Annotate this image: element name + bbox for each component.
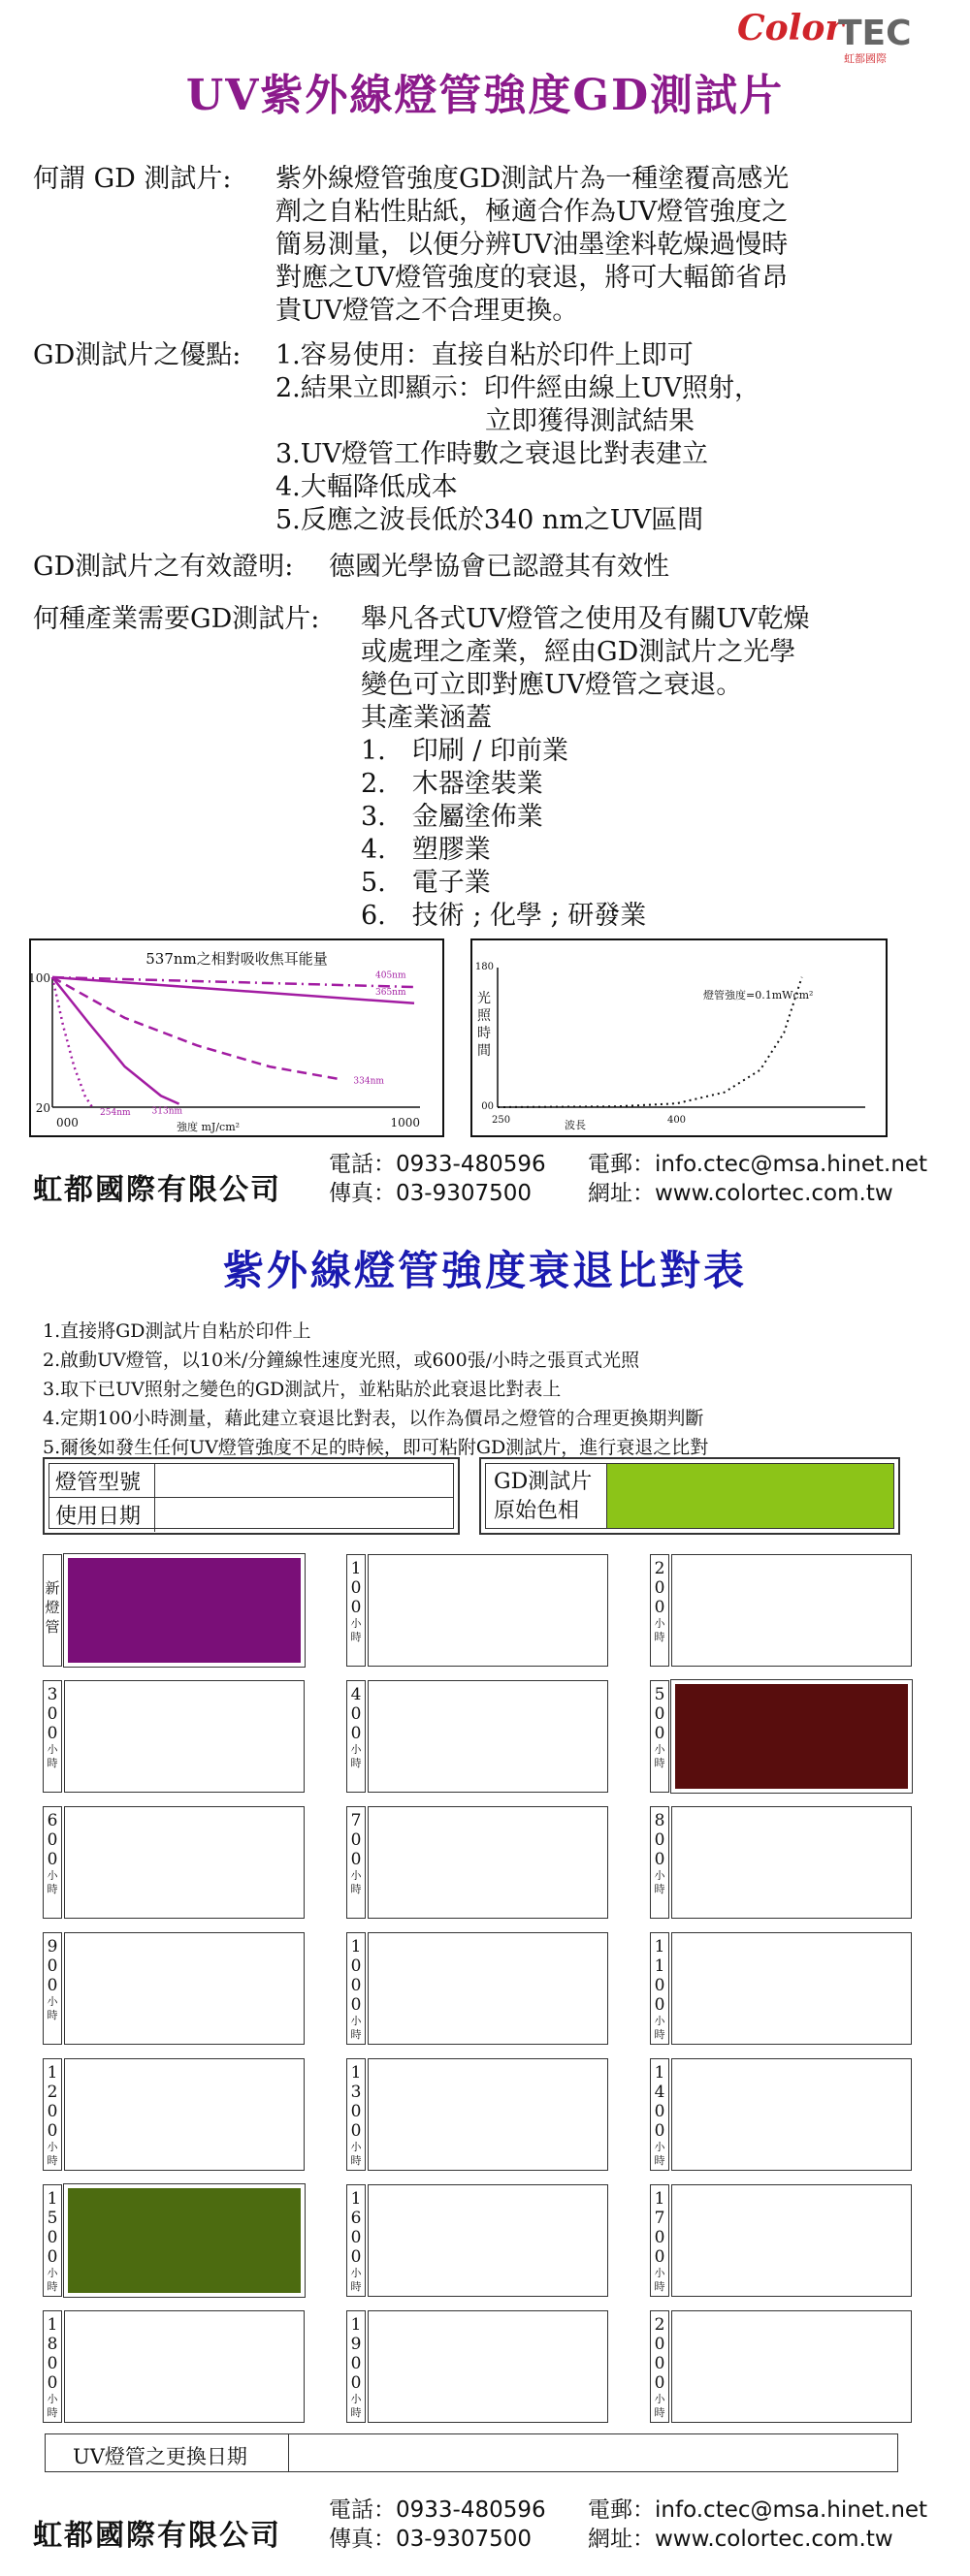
decay-cell-label <box>43 2058 62 2171</box>
decay-cell <box>43 1554 305 1667</box>
gd-original-swatch <box>606 1464 893 1528</box>
website-link[interactable]: 網址：www.colortec.com.tw <box>588 1181 893 1206</box>
decay-cell-hours: 1 0 0 0 <box>350 1937 362 2015</box>
exposure-time-chart <box>470 938 888 1137</box>
decay-cell-hours: 1 9 0 0 <box>350 2315 362 2393</box>
decay-cell-unit: 小 時 <box>47 1995 58 2021</box>
decay-cell-label <box>43 1932 62 2045</box>
decay-cell-unit: 小 時 <box>350 2393 362 2419</box>
decay-cell-swatch[interactable] <box>671 2058 912 2171</box>
series-label: 313nm <box>151 1106 183 1117</box>
decay-cell <box>650 1554 912 1667</box>
decay-cell-unit: 小 時 <box>654 2393 665 2419</box>
decay-cell-swatch[interactable] <box>64 1932 305 2045</box>
absorption-chart-svg <box>28 940 442 1135</box>
decay-cell <box>43 2058 305 2171</box>
industry-item: 2. 木器塗裝業 <box>361 769 543 799</box>
decay-cell <box>650 2058 912 2171</box>
logo-color-text: Color <box>737 8 844 48</box>
decay-cell-swatch[interactable] <box>671 1806 912 1919</box>
decay-cell <box>346 2184 608 2297</box>
decay-cell-label <box>346 2310 366 2423</box>
decay-cell-swatch[interactable] <box>368 1806 608 1919</box>
decay-cell <box>650 1806 912 1919</box>
instruction-item: 1.直接將GD測試片自粘於印件上 <box>43 1320 311 1342</box>
decay-cell-unit: 小 時 <box>350 2141 362 2167</box>
company-name: 虹都國際有限公司 <box>33 2519 281 2553</box>
decay-cell-hours: 新 燈 管 <box>45 1579 60 1636</box>
intensity-annotation: 燈管強度=0.1mWcm² <box>703 989 814 1002</box>
decay-cell-hours: 1 4 0 0 <box>654 2063 665 2141</box>
y-axis-label-char: 間 <box>477 1043 491 1059</box>
industry-list <box>361 603 810 933</box>
x-axis-label: 強度 mJ/cm² <box>177 1121 241 1133</box>
decay-cell <box>43 2184 305 2297</box>
decay-cell <box>346 1932 608 2045</box>
series-label: 334nm <box>353 1076 384 1087</box>
decay-cell-hours: 4 0 0 <box>350 1685 362 1743</box>
absorption-chart <box>29 938 444 1137</box>
decay-cell-unit: 小 時 <box>350 1617 362 1643</box>
chart-title: 537nm之相對吸收焦耳能量 <box>146 950 328 968</box>
industry-label: 何種產業需要GD測試片: <box>33 604 320 634</box>
page-title: UV紫外線燈管強度GD測試片 <box>185 71 785 120</box>
what-is-gd-line: 簡易測量，以便分辨UV油墨塗料乾燥過慢時 <box>275 230 789 260</box>
y-axis-label-char: 時 <box>477 1026 491 1041</box>
decay-cell-hours: 1 6 0 0 <box>350 2189 362 2267</box>
email-link[interactable]: 電郵：info.ctec@msa.hinet.net <box>588 1152 928 1177</box>
gd-original-label-line1: GD測試片 <box>494 1470 593 1494</box>
decay-cell-swatch[interactable] <box>671 2310 912 2423</box>
instructions-list <box>43 1317 708 1462</box>
decay-cell <box>346 1554 608 1667</box>
replace-date-field[interactable] <box>288 2434 897 2471</box>
lamp-info-inner <box>48 1463 454 1529</box>
what-is-gd-line: 紫外線燈管強度GD測試片為一種塗覆高感光 <box>275 164 790 194</box>
decay-cell-hours: 2 0 0 <box>654 1559 665 1617</box>
decay-cell-label <box>650 1932 669 2045</box>
comparison-table-title: 紫外線燈管強度衰退比對表 <box>222 1247 747 1294</box>
y-axis-label-char: 照 <box>477 1008 491 1024</box>
decay-cell-hours: 3 0 0 <box>47 1685 58 1743</box>
lamp-info-box <box>43 1457 460 1535</box>
decay-cell-label <box>346 2058 366 2171</box>
decay-cell-unit: 小 時 <box>47 1743 58 1769</box>
advantage-item: 4.大輻降低成本 <box>275 472 458 502</box>
decay-cell-hours: 6 0 0 <box>47 1811 58 1869</box>
decay-cell-label <box>346 1554 366 1667</box>
decay-cell-label <box>346 2184 366 2297</box>
advantages-list <box>275 339 760 537</box>
logo-subtitle: 虹都國際 <box>844 52 887 65</box>
decay-cell <box>43 1932 305 2045</box>
decay-cell-label <box>650 2310 669 2423</box>
industry-item: 其產業涵蓋 <box>361 703 492 733</box>
decay-cell-swatch[interactable] <box>671 1932 912 2045</box>
decay-cell-hours: 1 7 0 0 <box>654 2189 665 2267</box>
decay-cell-swatch[interactable] <box>64 1554 305 1667</box>
decay-cell-swatch[interactable] <box>368 2310 608 2423</box>
decay-cell <box>650 1932 912 2045</box>
decay-cell-unit: 小 時 <box>47 2393 58 2419</box>
proof-text: 德國光學協會已認證其有效性 <box>329 552 669 582</box>
decay-cell-hours: 1 2 0 0 <box>47 2063 58 2141</box>
decay-cell-unit: 小 時 <box>350 1743 362 1769</box>
company-footer-top <box>33 1144 945 1212</box>
use-date-label: 使用日期 <box>55 1505 142 1529</box>
decay-cell-swatch[interactable] <box>64 1806 305 1919</box>
fax-text: 傳真：03-9307500 <box>329 2527 532 2552</box>
y-axis-label-char: 光 <box>477 991 491 1006</box>
company-footer-bottom <box>33 2490 945 2558</box>
exposure-time-chart-svg <box>472 940 886 1135</box>
decay-cell-swatch[interactable] <box>368 2058 608 2171</box>
decay-cell-unit: 小 時 <box>350 1869 362 1895</box>
decay-cell-label <box>650 1554 669 1667</box>
y-tick-label: 20 <box>35 1101 50 1115</box>
decay-cell-hours: 8 0 0 <box>654 1811 665 1869</box>
phone-text: 電話：0933-480596 <box>329 2497 546 2523</box>
decay-cell-swatch[interactable] <box>671 1680 912 1793</box>
replace-date-box <box>45 2433 898 2472</box>
decay-cell-swatch[interactable] <box>671 1554 912 1667</box>
fax-text: 傳真：03-9307500 <box>329 1181 532 1206</box>
decay-cell-hours: 1 8 0 0 <box>47 2315 58 2393</box>
logo-tec-text: TEC <box>838 14 912 53</box>
industry-item: 6. 技術 ; 化學 ; 研發業 <box>361 901 647 931</box>
use-date-row <box>49 1498 453 1532</box>
what-is-gd-text <box>275 163 789 328</box>
decay-cell-hours: 7 0 0 <box>350 1811 362 1869</box>
industry-item: 4. 塑膠業 <box>361 835 491 865</box>
decay-cell-hours: 1 0 0 <box>350 1559 362 1617</box>
decay-cell-unit: 小 時 <box>350 2267 362 2293</box>
decay-cell <box>346 1680 608 1793</box>
decay-cell-hours: 1 5 0 0 <box>47 2189 58 2267</box>
x-tick-label: 000 <box>56 1116 79 1129</box>
decay-cell-unit: 小 時 <box>47 2141 58 2167</box>
decay-cell-hours: 2 0 0 0 <box>654 2315 665 2393</box>
advantage-item: 立即獲得測試結果 <box>275 406 695 436</box>
advantage-item: 2.結果立即顯示：印件經由線上UV照射， <box>275 373 761 403</box>
instruction-item: 3.取下已UV照射之變色的GD測試片，並粘貼於此衰退比對表上 <box>43 1379 562 1400</box>
replace-date-label: UV燈管之更換日期 <box>73 2445 247 2468</box>
what-is-gd-line: 對應之UV燈管強度的衰退，將可大輻節省昂 <box>275 263 789 293</box>
gd-original-label <box>494 1468 592 1526</box>
advantage-item: 3.UV燈管工作時數之衰退比對表建立 <box>275 439 709 469</box>
decay-cell <box>346 2058 608 2171</box>
email-link[interactable]: 電郵：info.ctec@msa.hinet.net <box>588 2497 928 2523</box>
decay-cell <box>346 2310 608 2423</box>
series-line-313nm <box>52 977 179 1104</box>
decay-cell-label <box>346 1932 366 2045</box>
industry-item: 5. 電子業 <box>361 868 491 898</box>
decay-cell-label <box>650 2058 669 2171</box>
decay-cell-unit: 小 時 <box>654 1743 665 1769</box>
decay-cell-swatch[interactable] <box>368 1932 608 2045</box>
decay-cell-swatch[interactable] <box>368 2184 608 2297</box>
decay-cell-unit: 小 時 <box>654 1617 665 1643</box>
website-link[interactable]: 網址：www.colortec.com.tw <box>588 2527 893 2552</box>
decay-cell-label <box>650 1680 669 1793</box>
decay-cell-label <box>43 1680 62 1793</box>
decay-cell <box>346 1806 608 1919</box>
series-label: 405nm <box>375 970 406 981</box>
proof-label: GD測試片之有效證明: <box>33 552 294 582</box>
instruction-item: 4.定期100小時測量，藉此建立衰退比對表，以作為價昂之燈管的合理更換期判斷 <box>43 1408 704 1429</box>
x-axis-label: 波長 <box>565 1119 586 1131</box>
decay-cell-unit: 小 時 <box>654 2015 665 2041</box>
gd-original-box <box>479 1457 900 1535</box>
what-is-gd-line: 劑之自粘性貼紙，極適合作為UV燈管強度之 <box>275 197 789 227</box>
decay-cell <box>650 2310 912 2423</box>
series-label: 365nm <box>375 988 406 999</box>
decay-cell-label <box>43 1806 62 1919</box>
phone-text: 電話：0933-480596 <box>329 1152 546 1177</box>
decay-cell-swatch[interactable] <box>368 1680 608 1793</box>
decay-cell-hours: 5 0 0 <box>654 1685 665 1743</box>
decay-cell <box>43 1806 305 1919</box>
use-date-field[interactable] <box>154 1498 453 1532</box>
decay-cell <box>43 2310 305 2423</box>
y-tick-label: 100 <box>28 971 50 985</box>
decay-cell <box>43 1680 305 1793</box>
gd-original-inner <box>485 1463 894 1529</box>
series-label: 254nm <box>100 1108 131 1118</box>
y-tick-label: 180 <box>474 962 494 972</box>
decay-cell-label <box>43 2310 62 2423</box>
instruction-item: 5.爾後如發生任何UV燈管強度不足的時候，即可粘附GD測試片，進行衰退之比對 <box>43 1437 709 1458</box>
decay-cell-unit: 小 時 <box>654 1869 665 1895</box>
decay-cell-label <box>346 1806 366 1919</box>
industry-item: 1. 印刷 / 印前業 <box>361 736 569 766</box>
decay-cell-unit: 小 時 <box>654 2141 665 2167</box>
advantage-item: 1.容易使用：直接自粘於印件上即可 <box>275 340 694 370</box>
decay-cell <box>650 1680 912 1793</box>
what-is-gd-line: 貴UV燈管之不合理更換。 <box>275 296 579 326</box>
decay-cell-label <box>346 1680 366 1793</box>
series-line-334nm <box>52 977 341 1080</box>
decay-cell-label <box>43 2184 62 2297</box>
decay-cell-swatch[interactable] <box>64 2184 305 2297</box>
decay-cell-swatch[interactable] <box>64 2058 305 2171</box>
company-name: 虹都國際有限公司 <box>33 1173 281 1207</box>
lamp-model-row <box>49 1464 453 1498</box>
decay-cell-unit: 小 時 <box>47 2267 58 2293</box>
gd-original-label-line2: 原始色相 <box>494 1499 580 1523</box>
decay-cell-hours: 1 1 0 0 <box>654 1937 665 2015</box>
industry-item: 3. 金屬塗佈業 <box>361 802 543 832</box>
advantage-item: 5.反應之波長低於340 nm之UV區間 <box>275 505 704 535</box>
decay-cell-unit: 小 時 <box>47 1869 58 1895</box>
decay-cell-hours: 1 3 0 0 <box>350 2063 362 2141</box>
x-tick-label: 1000 <box>390 1116 420 1129</box>
decay-cell-label <box>43 1554 62 1667</box>
colortec-logo <box>737 8 931 66</box>
decay-cell-unit: 小 時 <box>654 2267 665 2293</box>
lamp-model-label: 燈管型號 <box>55 1471 142 1495</box>
decay-cell-swatch[interactable] <box>368 1554 608 1667</box>
decay-cell <box>650 2184 912 2297</box>
what-is-gd-label: 何謂 GD 測試片: <box>33 164 232 194</box>
y-tick-label: 00 <box>481 1101 494 1112</box>
decay-cell-swatch[interactable] <box>64 1680 305 1793</box>
advantages-label: GD測試片之優點: <box>33 340 242 370</box>
industry-item: 變色可立即對應UV燈管之衰退。 <box>361 670 743 700</box>
lamp-model-field[interactable] <box>154 1464 453 1497</box>
decay-cell-swatch[interactable] <box>64 2310 305 2423</box>
x-tick-label: 250 <box>492 1115 511 1126</box>
x-tick-label: 400 <box>666 1115 687 1126</box>
decay-cell-swatch[interactable] <box>671 2184 912 2297</box>
industry-item: 舉凡各式UV燈管之使用及有關UV乾燥 <box>361 604 810 634</box>
decay-cell-unit: 小 時 <box>350 2015 362 2041</box>
decay-cell-label <box>650 2184 669 2297</box>
decay-cell-label <box>650 1806 669 1919</box>
industry-item: 或處理之產業，經由GD測試片之光學 <box>361 637 796 667</box>
decay-cell-hours: 9 0 0 <box>47 1937 58 1995</box>
instruction-item: 2.啟動UV燈管，以10米/分鐘線性速度光照，或600張/小時之張頁式光照 <box>43 1350 640 1371</box>
